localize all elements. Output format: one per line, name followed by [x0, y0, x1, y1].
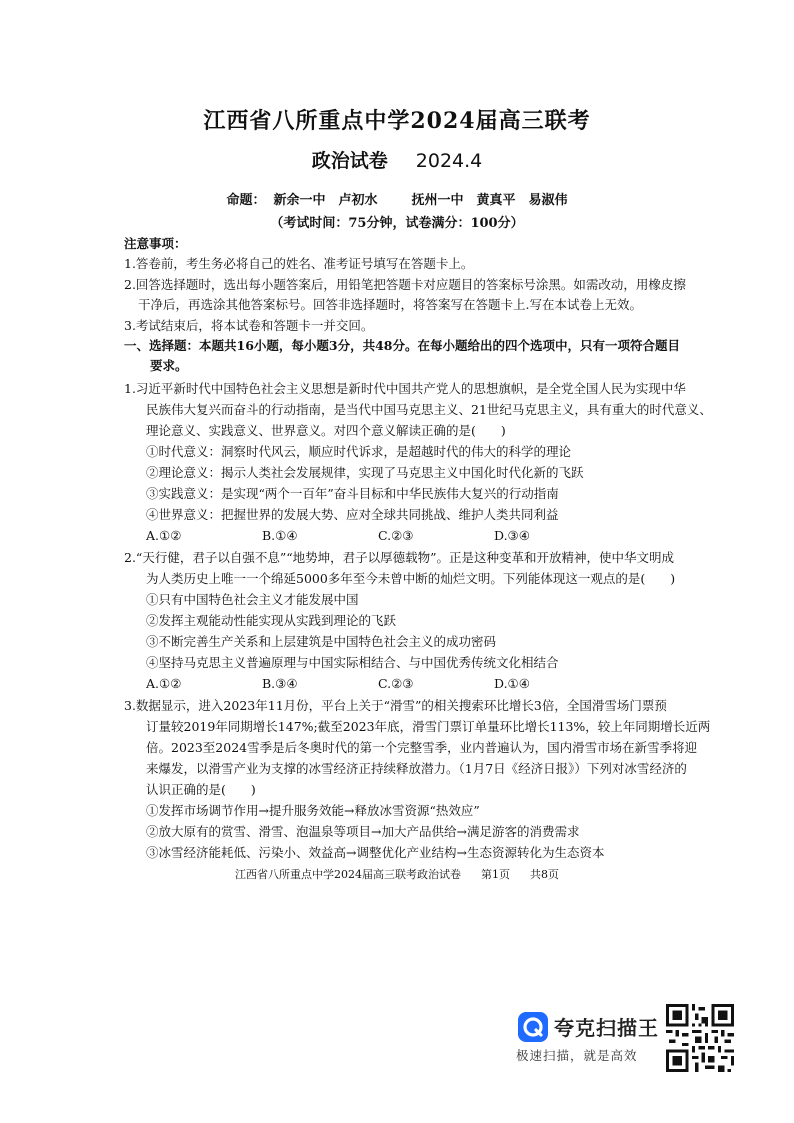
- section1-heading-cont: 要求。: [150, 358, 188, 373]
- q3-stem-3: 倍。2023至2024雪季是后冬奥时代的第一个完整雪季，业内普遍认为，国内滑雪市场在新雪季将迎: [146, 740, 698, 755]
- q1-statement-3: ③实践意义：是实现“两个一百年”奋斗目标和中华民族伟大复兴的行动指南: [146, 486, 559, 501]
- qr-code-icon: [666, 1004, 734, 1072]
- note-3: 3.考试结束后，将本试卷和答题卡一并交回。: [124, 318, 374, 333]
- q3-stem-2: 订量较2019年同期增长147%;截至2023年底，滑雪门票订单量环比增长113%，较上年同期增长近两: [146, 719, 711, 734]
- q2-statement-3: ③不断完善生产关系和上层建筑是中国特色社会主义的成功密码: [146, 634, 497, 649]
- watermark-app-name: 夸克扫描王: [554, 1016, 659, 1040]
- q2-option-a[interactable]: A.①②: [146, 676, 182, 691]
- q2-statement-4: ④坚持马克思主义普遍原理与中国实际相结合、与中国优秀传统文化相结合: [146, 655, 559, 670]
- footer-page-number: 第1页: [481, 868, 510, 881]
- exam-date: 2024.4: [415, 150, 483, 172]
- note-2b: 干净后，再选涂其他答案标号。回答非选择题时，将答案写在答题卡上.写在本试卷上无效。: [138, 297, 642, 312]
- watermark-slogan: 极速扫描，就是高效: [516, 1048, 638, 1063]
- q3-statement-2: ②放大原有的赏雪、滑雪、泡温泉等项目→加大产品供给→满足游客的消费需求: [146, 824, 580, 839]
- q2-statement-2: ②发挥主观能动性能实现从实践到理论的飞跃: [146, 613, 397, 628]
- exam-subtitle: [0, 146, 794, 173]
- q3-statement-3: ③冰雪经济能耗低、污染小、效益高→调整优化产业结构→生态资源转化为生态资本: [146, 845, 605, 860]
- scanner-watermark: [512, 1004, 762, 1074]
- q3-stem-1: 3.数据显示，进入2023年11月份，平台上关于“滑雪”的相关搜索环比增长3倍，全国滑雪场门票预: [124, 698, 667, 713]
- q3-statement-1: ①发挥市场调节作用→提升服务效能→释放冰雪资源“热效应”: [146, 803, 480, 818]
- q2-statement-1: ①只有中国特色社会主义才能发展中国: [146, 592, 359, 607]
- q2-options: [146, 676, 610, 691]
- footer-doc-title: 江西省八所重点中学2024届高三联考政治试卷: [235, 868, 461, 881]
- section1-heading: 一、选择题：本题共16小题，每小题3分，共48分。在每小题给出的四个选项中，只有一项符合题目: [124, 338, 680, 353]
- exam-info: （考试时间：75分钟，试卷满分：100分）: [270, 216, 524, 231]
- q3-stem-5: 认识正确的是( ): [146, 782, 256, 797]
- q2-option-c[interactable]: C.②③: [378, 676, 414, 691]
- q1-options: [146, 528, 610, 543]
- quark-logo-icon: [518, 1012, 548, 1042]
- exam-title: 江西省八所重点中学2024届高三联考: [203, 108, 591, 134]
- subject-title: 政治试卷: [311, 150, 388, 172]
- q1-stem-2: 民族伟大复兴而奋斗的行动指南，是当代中国马克思主义、21世纪马克思主义，具有重大的时代意义、: [146, 402, 712, 417]
- authors-label: 命题：: [226, 193, 266, 208]
- q1-option-a[interactable]: A.①②: [146, 528, 182, 543]
- q2-stem-1: 2.“天行健，君子以自强不息”“地势坤，君子以厚德载物”。正是这种变革和开放精神，使中华文明成: [124, 550, 674, 565]
- authors-line: [0, 189, 794, 208]
- q1-option-d[interactable]: D.③④: [494, 528, 530, 543]
- q1-statement-1: ①时代意义：洞察时代风云，顺应时代诉求，是超越时代的伟大的科学的理论: [146, 444, 572, 459]
- q2-stem-2: 为人类历史上唯一一个绵延5000多年至今未曾中断的灿烂文明。下列能体现这一观点的是( ): [146, 571, 676, 586]
- q1-stem-1: 1.习近平新时代中国特色社会主义思想是新时代中国共产党人的思想旗帜，是全党全国人民为实现中华: [124, 381, 686, 396]
- q1-option-c[interactable]: C.②③: [378, 528, 414, 543]
- author-1: 新余一中 卢初水: [273, 193, 378, 208]
- q1-statement-4: ④世界意义：把握世界的发展大势、应对全球共同挑战、维护人类共同利益: [146, 507, 559, 522]
- q2-option-b[interactable]: B.③④: [262, 676, 298, 691]
- footer-total-pages: 共8页: [530, 868, 559, 881]
- notes-heading: 注意事项：: [124, 236, 187, 251]
- note-2a: 2.回答选择题时，选出每小题答案后，用铅笔把答题卡对应题目的答案标号涂黑。如需改动，用橡皮擦: [124, 277, 686, 292]
- q1-statement-2: ②理论意义：揭示人类社会发展规律，实现了马克思主义中国化时代化新的飞跃: [146, 465, 584, 480]
- q1-option-b[interactable]: B.①④: [262, 528, 298, 543]
- q2-option-d[interactable]: D.①④: [494, 676, 530, 691]
- page-footer: [0, 866, 794, 882]
- author-2: 抚州一中 黄真平 易淑伟: [411, 193, 568, 208]
- note-1: 1.答卷前，考生务必将自己的姓名、准考证号填写在答题卡上。: [124, 256, 474, 271]
- q3-stem-4: 来爆发，以滑雪产业为支撑的冰雪经济正持续释放潜力。（1月7日《经济日报》）下列对冰雪经济的: [146, 761, 687, 776]
- q1-stem-3: 理论意义、实践意义、世界意义。对四个意义解读正确的是( ): [146, 423, 506, 438]
